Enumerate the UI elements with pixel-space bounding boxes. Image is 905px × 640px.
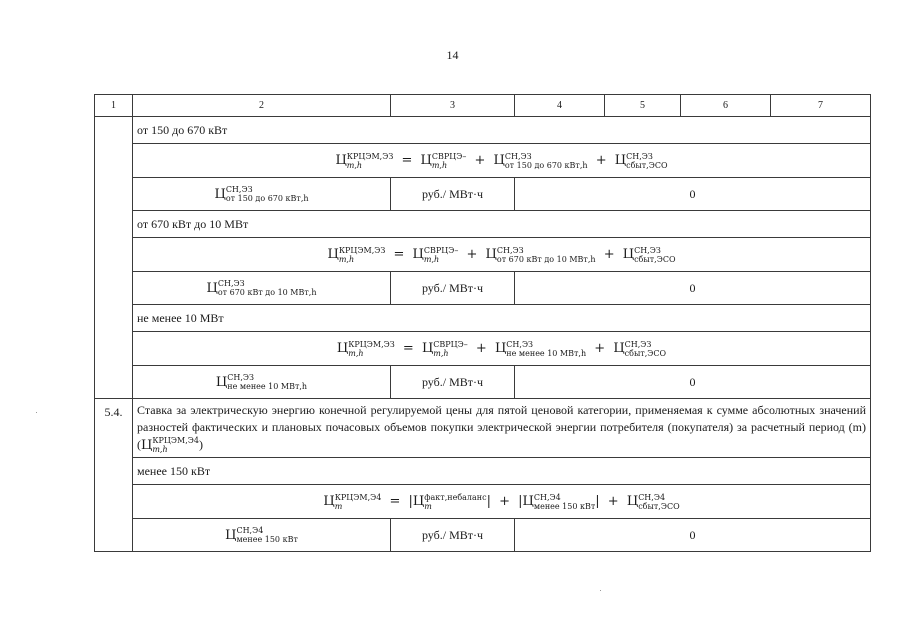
column-number: 7 [771, 95, 871, 117]
section-number: 5.4. [95, 399, 133, 552]
section-number-cell [95, 117, 133, 399]
column-number: 1 [95, 95, 133, 117]
column-number: 3 [391, 95, 515, 117]
price-formula: Ц КРЦЭМ,ЭЗ m,h = Ц СВРЦЭ– m,h + Ц СН,ЭЗ от 150 до 670 кВт,h + Ц СН,ЭЗ сбыт,ЭСО [133, 144, 871, 178]
column-number: 6 [681, 95, 771, 117]
column-number: 2 [133, 95, 391, 117]
price-formula: Ц КРЦЭМ,Э4 m = |Ц факт,небаланс m | + |Ц СН,Э4 менее 150 кВт | + Ц СН,Э4 сбыт,ЭСО [133, 485, 871, 519]
parameter-symbol: Ц СН,ЭЗ от 670 кВт до 10 МВт,h [133, 272, 391, 305]
value-cell: 0 [515, 272, 871, 305]
value-cell: 0 [515, 178, 871, 211]
power-range-label: от 670 кВт до 10 МВт [133, 211, 871, 238]
scan-speck [600, 590, 601, 591]
parameter-symbol: Ц СН,ЭЗ от 150 до 670 кВт,h [133, 178, 391, 211]
power-range-label: не менее 10 МВт [133, 305, 871, 332]
parameter-symbol: Ц СН,Э4 менее 150 кВт [133, 519, 391, 552]
unit-cell: руб./ МВт·ч [391, 519, 515, 552]
value-cell: 0 [515, 366, 871, 399]
power-range-label: менее 150 кВт [133, 458, 871, 485]
column-number: 5 [605, 95, 681, 117]
section-description: Ставка за электрическую энергию конечной регулируемой цены для пятой ценовой категории, применяемая к сумме абсолютных значений разностей фактических и плановых почасовых объемов покупки электрической энергии потребителя (покупателя) за расчетный период (m) (Ц КРЦЭМ,Э4 m,h ) [133, 399, 871, 458]
scan-speck [36, 412, 37, 413]
column-number-row [95, 95, 871, 117]
value-cell: 0 [515, 519, 871, 552]
column-number: 4 [515, 95, 605, 117]
parameter-symbol: Ц СН,ЭЗ не менее 10 МВт,h [133, 366, 391, 399]
price-formula: Ц КРЦЭМ,ЭЗ m,h = Ц СВРЦЭ– m,h + Ц СН,ЭЗ не менее 10 МВт,h + Ц СН,ЭЗ сбыт,ЭСО [133, 332, 871, 366]
power-range-label: от 150 до 670 кВт [133, 117, 871, 144]
price-formula: Ц КРЦЭМ,ЭЗ m,h = Ц СВРЦЭ– m,h + Ц СН,ЭЗ от 670 кВт до 10 МВт,h + Ц СН,ЭЗ сбыт,ЭСО [133, 238, 871, 272]
unit-cell: руб./ МВт·ч [391, 178, 515, 211]
tariff-table [94, 94, 871, 552]
page-number: 14 [446, 48, 459, 62]
unit-cell: руб./ МВт·ч [391, 366, 515, 399]
unit-cell: руб./ МВт·ч [391, 272, 515, 305]
